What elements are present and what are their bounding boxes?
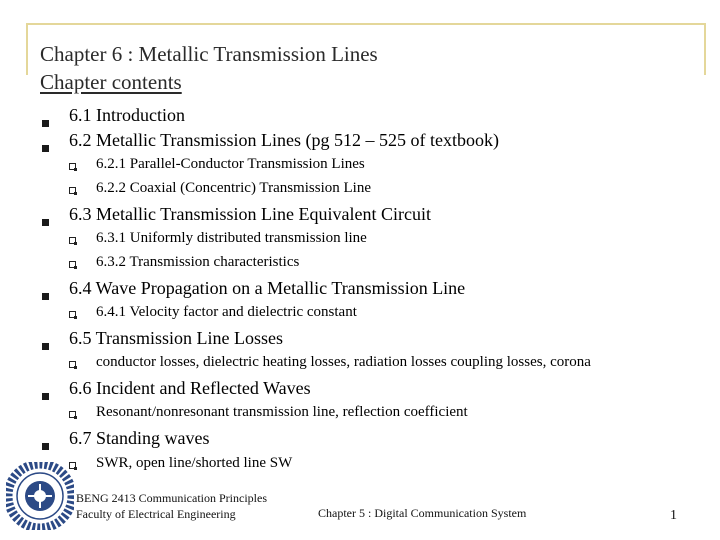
contents-item-6-2: 6.2 Metallic Transmission Lines (pg 512 – 525 of textbook) [69, 130, 499, 150]
square-bullet-icon [42, 219, 49, 226]
square-bullet-icon [42, 293, 49, 300]
contents-subitem-6-2-2: 6.2.2 Coaxial (Concentric) Transmission Line [96, 180, 371, 196]
page-number: 1 [670, 508, 677, 523]
contents-item-6-3: 6.3 Metallic Transmission Line Equivalent Circuit [69, 204, 431, 224]
contents-subitem-6-7-1: SWR, open line/shorted line SW [96, 455, 293, 471]
contents-item-6-4: 6.4 Wave Propagation on a Metallic Transmission Line [69, 278, 466, 298]
title-line-2: Chapter contents [40, 70, 182, 94]
square-bullet-icon [42, 343, 49, 350]
square-bullet-icon [42, 145, 49, 152]
hollow-bullet-icon [69, 411, 76, 418]
contents-item-6-1: 6.1 Introduction [69, 105, 185, 125]
contents-item-6-5: 6.5 Transmission Line Losses [69, 328, 284, 348]
contents-subitem-6-5-1: conductor losses, dielectric heating losses, radiation losses coupling losses, corona [96, 354, 591, 370]
university-logo-icon [6, 462, 74, 530]
footer-chapter: Chapter 5 : Digital Communication System [318, 506, 527, 520]
square-bullet-icon [42, 393, 49, 400]
hollow-bullet-icon [69, 237, 76, 244]
footer-faculty: Faculty of Electrical Engineering [76, 507, 236, 521]
footer-course: BENG 2413 Communication Principles [76, 491, 267, 505]
hollow-bullet-icon [69, 361, 76, 368]
square-bullet-icon [42, 443, 49, 450]
footer-course-info [76, 490, 267, 522]
title-line-1: Chapter 6 : Metallic Transmission Lines [40, 42, 378, 66]
contents-subitem-6-4-1: 6.4.1 Velocity factor and dielectric constant [96, 304, 357, 320]
hollow-bullet-icon [69, 163, 76, 170]
contents-item-6-7: 6.7 Standing waves [69, 428, 210, 448]
hollow-bullet-icon [69, 261, 76, 268]
contents-subitem-6-3-2: 6.3.2 Transmission characteristics [96, 254, 300, 270]
contents-subitem-6-2-1: 6.2.1 Parallel-Conductor Transmission Lines [96, 156, 365, 172]
square-bullet-icon [42, 120, 49, 127]
hollow-bullet-icon [69, 187, 76, 194]
contents-item-6-6: 6.6 Incident and Reflected Waves [69, 378, 311, 398]
hollow-bullet-icon [69, 311, 76, 318]
contents-subitem-6-3-1: 6.3.1 Uniformly distributed transmission line [96, 230, 367, 246]
contents-subitem-6-6-1: Resonant/nonresonant transmission line, reflection coefficient [96, 404, 468, 420]
